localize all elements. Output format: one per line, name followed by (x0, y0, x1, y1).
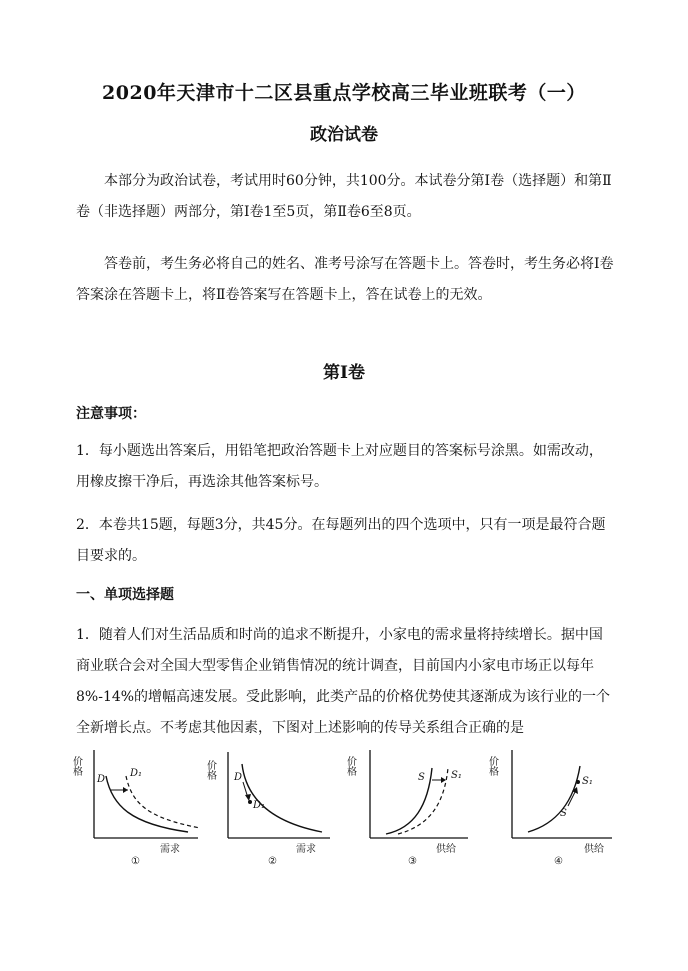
section-title: 一、单项选择题 (76, 587, 174, 603)
figure-1-ylabel: 价格 (70, 756, 82, 776)
figure-2-curve (242, 764, 322, 832)
figure-4-ylabel: 价格 (486, 756, 498, 776)
figure-4-curve-s1-label: S₁ (582, 776, 593, 787)
exam-title: 2020年天津市十二区县重点学校高三毕业班联考（一） (102, 82, 586, 104)
intro-paragraph-2: 答卷前，考生务必将自己的姓名、准考号涂写在答题卡上。答卷时，考生务必将Ⅰ卷答案涂在答题卡上，将Ⅱ卷答案写在答题卡上，答在试卷上的无效。 (76, 256, 614, 303)
intro-paragraph-1: 本部分为政治试卷，考试用时60分钟，共100分。本试卷分第Ⅰ卷（选择题）和第Ⅱ卷（非选择题）两部分，第Ⅰ卷1至5页，第Ⅱ卷6至8页。 (76, 173, 612, 220)
note-2: 2．本卷共15题，每题3分，共45分。在每题列出的四个选项中，只有一项是最符合题目要求的。 (76, 517, 606, 564)
question-1-text: 1．随着人们对生活品质和时尚的追求不断提升，小家电的需求量将持续增长。据中国商业联合会对全国大型零售企业销售情况的统计调查，目前国内小家电市场正以每年8%-14%的增幅高速发展。受此影响，此类产品的价格优势使其逐渐成为该行业的一个全新增长点。不考虑其他因素，下图对上述影响的传导关系组合正确的是 (76, 627, 611, 736)
figure-1-curve-d (106, 776, 188, 832)
figure-4-xlabel: 供给 (584, 844, 604, 855)
figure-1-caption: ① (131, 856, 140, 867)
figure-1-curve-d1-label: D₁ (130, 768, 143, 779)
figure-2-ylabel: 价格 (204, 760, 216, 780)
figure-1-curve-d1 (126, 776, 200, 828)
figure-3-curve-s1-label: S₁ (451, 770, 462, 781)
figure-2-arrowhead (245, 794, 251, 801)
figure-3 (344, 746, 478, 868)
note-1: 1．每小题选出答案后，用铅笔把政治答题卡上对应题目的答案标号涂黑。如需改动，用橡皮擦干净后，再选涂其他答案标号。 (76, 443, 603, 490)
volume-title: 第Ⅰ卷 (323, 363, 365, 383)
figure-4-curve-s-label: S (560, 808, 567, 819)
figure-2-caption: ② (268, 856, 277, 867)
figure-4-caption: ④ (554, 856, 563, 867)
figure-4-curve (528, 766, 580, 832)
exam-subtitle: 政治试卷 (310, 125, 378, 145)
notes-heading: 注意事项： (76, 406, 146, 422)
figure-2 (204, 746, 340, 868)
figure-1 (70, 746, 206, 868)
figure-3-ylabel: 价格 (344, 756, 356, 776)
figure-2-xlabel: 需求 (296, 844, 316, 855)
figure-2-curve-d-label: D (234, 772, 243, 783)
figure-1-xlabel: 需求 (160, 844, 180, 855)
figure-3-arrowhead (441, 777, 446, 783)
figure-3-curve-s-label: S (418, 772, 425, 783)
figure-2-curve-d1-label: D₁ (253, 800, 266, 811)
figure-4 (486, 746, 620, 868)
figure-4-point (576, 780, 580, 784)
figure-3-curve-s (386, 768, 432, 834)
question-1-figures (70, 746, 630, 868)
figure-1-curve-d-label: D (97, 774, 106, 785)
figure-3-xlabel: 供给 (436, 844, 456, 855)
figure-2-point (248, 800, 252, 804)
figure-1-arrowhead (123, 787, 128, 793)
figure-3-caption: ③ (408, 856, 417, 867)
